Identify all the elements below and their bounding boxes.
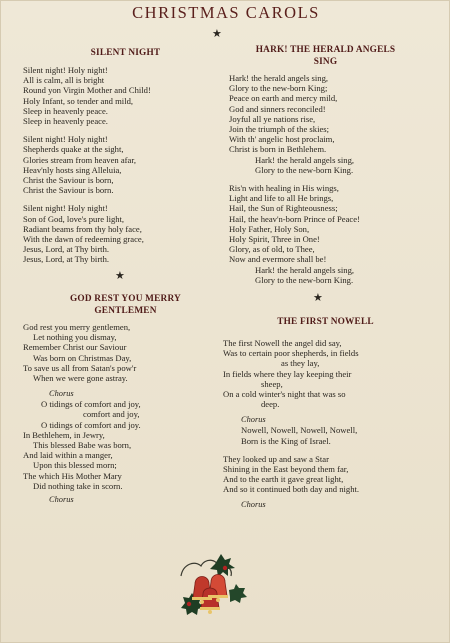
lyric-line: Glories stream from heaven afar, bbox=[23, 154, 136, 165]
lyric-line: And so it continued both day and night. bbox=[223, 484, 360, 495]
lyric-line: Born is the King of Israel. bbox=[241, 435, 331, 446]
lyric-line: Sleep in heavenly peace. bbox=[23, 105, 108, 116]
stanza bbox=[23, 203, 228, 264]
lyric-line: When we were gone astray. bbox=[33, 373, 128, 384]
song-the-first-nowell bbox=[223, 316, 428, 510]
lyric-line: Holy Infant, so tender and mild, bbox=[23, 95, 134, 106]
stanza bbox=[23, 65, 228, 126]
lyric-line: Radiant beams from thy holy face, bbox=[23, 223, 142, 234]
lyric-line: Light and life to all He brings, bbox=[229, 193, 334, 204]
lyric-line: Let nothing you dismay, bbox=[33, 332, 117, 343]
lyric-line: Was to certain poor shepherds, in fields bbox=[223, 348, 359, 359]
lyric-line: Christ the Saviour is born. bbox=[23, 185, 114, 196]
lyric-line: Glory to the new-born King. bbox=[255, 274, 354, 285]
lyric-line: Glory, as of old, to Thee, bbox=[229, 244, 315, 255]
lyric-line: Join the triumph of the skies; bbox=[229, 124, 330, 135]
lyric-line: Was born on Christmas Day, bbox=[33, 352, 132, 363]
lyric-line: Heav'nly hosts sing Alleluia, bbox=[23, 164, 122, 175]
lyric-line: as they lay, bbox=[281, 358, 320, 369]
lyric-line: Silent night! Holy night! bbox=[23, 65, 108, 75]
star-icon: ★ bbox=[115, 270, 125, 282]
stanza bbox=[223, 338, 428, 409]
lyric-line: Now and evermore shall be! bbox=[229, 254, 327, 265]
lyric-line: God rest you merry gentlemen, bbox=[23, 322, 131, 332]
lyric-line: Round yon Virgin Mother and Child! bbox=[23, 85, 151, 96]
lyric-line: Jesus, Lord, at Thy birth. bbox=[23, 244, 110, 255]
lyric-line: Silent night! Holy night! bbox=[23, 134, 108, 145]
star-icon: ★ bbox=[212, 28, 222, 40]
stanza bbox=[23, 399, 228, 430]
song-silent-night bbox=[23, 47, 228, 265]
stanza bbox=[223, 454, 428, 495]
holly-bells-icon bbox=[173, 546, 251, 624]
lyric-line: And to the earth it gave great light, bbox=[223, 474, 344, 485]
lyric-line: Holy Father, Holy Son, bbox=[229, 223, 310, 234]
stanza bbox=[23, 322, 228, 383]
song-title bbox=[223, 44, 428, 68]
song-title bbox=[23, 293, 228, 317]
song-title bbox=[223, 316, 428, 328]
lyric-line: God and sinners reconciled! bbox=[229, 103, 326, 114]
lyric-line: The first Nowell the angel did say, bbox=[223, 338, 342, 348]
stanza bbox=[23, 430, 228, 491]
lyric-line: Shepherds quake at the sight, bbox=[23, 144, 124, 155]
lyric-line: Christ is born in Bethlehem. bbox=[229, 144, 327, 155]
lyric-line: In Bethlehem, in Jewry, bbox=[23, 429, 105, 440]
lyric-line: Upon this blessed morn; bbox=[33, 460, 117, 471]
lyric-line: This blessed Babe was born, bbox=[33, 440, 132, 451]
lyric-line: Remember Christ our Saviour bbox=[23, 342, 127, 353]
lyric-line: Joyful all ye nations rise, bbox=[229, 113, 316, 124]
chorus-label: Chorus bbox=[241, 415, 266, 425]
lyric-line: In fields where they lay keeping their bbox=[223, 368, 352, 379]
lyric-line: All is calm, all is bright bbox=[23, 75, 105, 86]
lyric-line: They looked up and saw a Star bbox=[223, 453, 329, 464]
song-title-line: THE FIRST NOWELL bbox=[277, 317, 374, 327]
song-hark-the-herald-angels-sing bbox=[223, 44, 428, 285]
stanza bbox=[223, 183, 428, 285]
lyric-line: O tidings of comfort and joy, bbox=[41, 399, 141, 410]
lyric-line: And laid within a manger, bbox=[23, 450, 113, 461]
song-title-line: HARK! THE HERALD ANGELS bbox=[255, 45, 396, 55]
lyric-line: Silent night! Holy night! bbox=[23, 203, 108, 214]
lyric-line: The which His Mother Mary bbox=[23, 470, 122, 481]
lyric-line: Holy Spirit, Three in One! bbox=[229, 234, 320, 245]
lyric-line: Hail, the Sun of Righteousness; bbox=[229, 203, 338, 214]
song-title-line: GOD REST YOU MERRY bbox=[70, 294, 181, 304]
lyric-line: With th' angelic host proclaim, bbox=[229, 134, 335, 145]
lyric-line: deep. bbox=[261, 399, 280, 410]
lyric-line: Hark! the herald angels sing, bbox=[255, 154, 355, 165]
lyric-line: Glory to the new-born King. bbox=[255, 164, 354, 175]
song-title bbox=[23, 47, 228, 59]
lyric-line: O tidings of comfort and joy. bbox=[41, 419, 141, 430]
lyric-line: Hark! the herald angels sing, bbox=[229, 73, 329, 83]
lyric-line: Peace on earth and mercy mild, bbox=[229, 93, 338, 104]
chorus-label: Chorus bbox=[49, 389, 74, 399]
stanza bbox=[223, 425, 428, 445]
lyric-line: Nowell, Nowell, Nowell, Nowell, bbox=[241, 425, 358, 436]
lyric-line: Christ the Saviour is born, bbox=[23, 175, 114, 186]
lyric-line: comfort and joy, bbox=[83, 409, 140, 420]
lyric-line: Jesus, Lord, at Thy birth. bbox=[23, 254, 110, 265]
stanza bbox=[223, 73, 428, 175]
lyric-line: On a cold winter's night that was so bbox=[223, 389, 346, 400]
lyric-line: Ris'n with healing in His wings, bbox=[229, 183, 339, 194]
lyric-line: Shining in the East beyond them far, bbox=[223, 464, 349, 475]
chorus-label: Chorus bbox=[241, 499, 266, 509]
page-title: CHRISTMAS CAROLS bbox=[132, 3, 320, 22]
lyric-line: Hark! the herald angels sing, bbox=[255, 264, 355, 275]
star-icon: ★ bbox=[313, 292, 323, 304]
song-title-line: SILENT NIGHT bbox=[90, 48, 161, 58]
lyric-line: To save us all from Satan's pow'r bbox=[23, 362, 137, 373]
lyric-line: sheep, bbox=[261, 378, 283, 389]
lyric-line: Sleep in heavenly peace. bbox=[23, 116, 108, 127]
lyric-line: Son of God, love's pure light, bbox=[23, 213, 125, 224]
song-god-rest-you-merry-gentlemen bbox=[23, 293, 228, 505]
lyric-line: Did nothing take in scorn. bbox=[33, 480, 123, 491]
song-title-line: SING bbox=[313, 57, 338, 67]
lyric-line: Hail, the heav'n-born Prince of Peace! bbox=[229, 213, 360, 224]
song-title-line: GENTLEMEN bbox=[94, 306, 157, 316]
lyric-line: With the dawn of redeeming grace, bbox=[23, 234, 144, 245]
lyric-line: Glory to the new-born King; bbox=[229, 83, 328, 94]
stanza bbox=[23, 134, 228, 195]
chorus-label: Chorus bbox=[49, 495, 74, 505]
